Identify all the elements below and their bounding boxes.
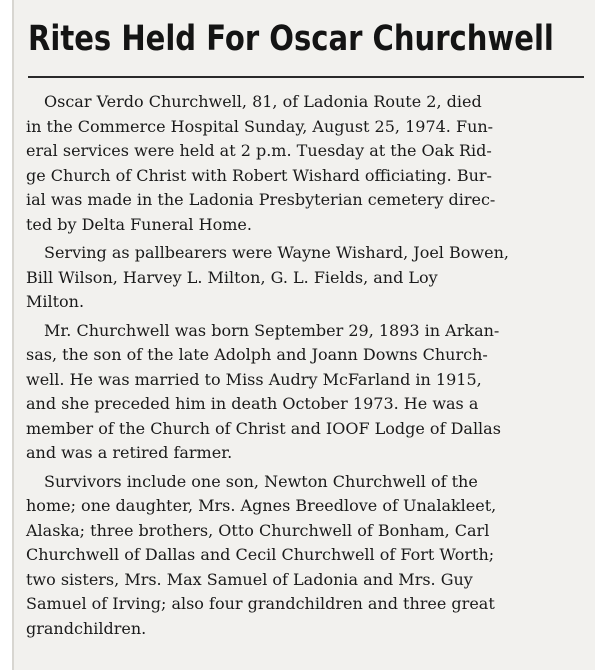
text-line: grandchildren. bbox=[26, 618, 147, 638]
text-line: Mr. Churchwell was born September 29, 1893 in Arkan- bbox=[44, 320, 500, 340]
paragraph-biography bbox=[26, 319, 586, 466]
paragraph-survivors bbox=[26, 470, 586, 642]
text-line: ial was made in the Ladonia Presbyterian cemetery direc- bbox=[26, 190, 496, 209]
text-line: member of the Church of Christ and IOOF Lodge of Dallas bbox=[26, 418, 501, 438]
newspaper-clipping bbox=[12, 0, 595, 670]
text-line: sas, the son of the late Adolph and Joann Downs Church- bbox=[26, 345, 488, 364]
article-body bbox=[26, 90, 586, 645]
text-line: Milton. bbox=[26, 292, 85, 311]
paragraph-pallbearers bbox=[26, 241, 586, 315]
text-line: Samuel of Irving; also four grandchildren and three great bbox=[26, 594, 495, 613]
text-line: Alaska; three brothers, Otto Churchwell of Bonham, Carl bbox=[26, 520, 490, 540]
text-line: two sisters, Mrs. Max Samuel of Ladonia and Mrs. Guy bbox=[26, 569, 473, 589]
text-line: Bill Wilson, Harvey L. Milton, G. L. Fields, and Loy bbox=[26, 267, 438, 287]
text-line: eral services were held at 2 p.m. Tuesday at the Oak Rid- bbox=[26, 141, 492, 160]
headline: Rites Held For Oscar Churchwell bbox=[28, 19, 554, 59]
text-line: home; one daughter, Mrs. Agnes Breedlove of Unalakleet, bbox=[26, 496, 497, 515]
text-line: ted by Delta Funeral Home. bbox=[26, 214, 252, 234]
text-line: well. He was married to Miss Audry McFarland in 1915, bbox=[26, 369, 482, 389]
headline-rule bbox=[28, 76, 584, 78]
text-line: Serving as pallbearers were Wayne Wishard, Joel Bowen, bbox=[44, 243, 509, 262]
paragraph-death-notice bbox=[26, 90, 586, 237]
text-line: and she preceded him in death October 1973. He was a bbox=[26, 394, 479, 413]
text-line: and was a retired farmer. bbox=[26, 443, 233, 462]
text-line: Churchwell of Dallas and Cecil Churchwell of Fort Worth; bbox=[26, 545, 495, 564]
text-line: Oscar Verdo Churchwell, 81, of Ladonia Route 2, died bbox=[44, 92, 482, 111]
text-line: in the Commerce Hospital Sunday, August 25, 1974. Fun- bbox=[26, 116, 494, 136]
text-line: Survivors include one son, Newton Churchwell of the bbox=[44, 471, 478, 491]
text-line: ge Church of Christ with Robert Wishard officiating. Bur- bbox=[26, 165, 492, 185]
